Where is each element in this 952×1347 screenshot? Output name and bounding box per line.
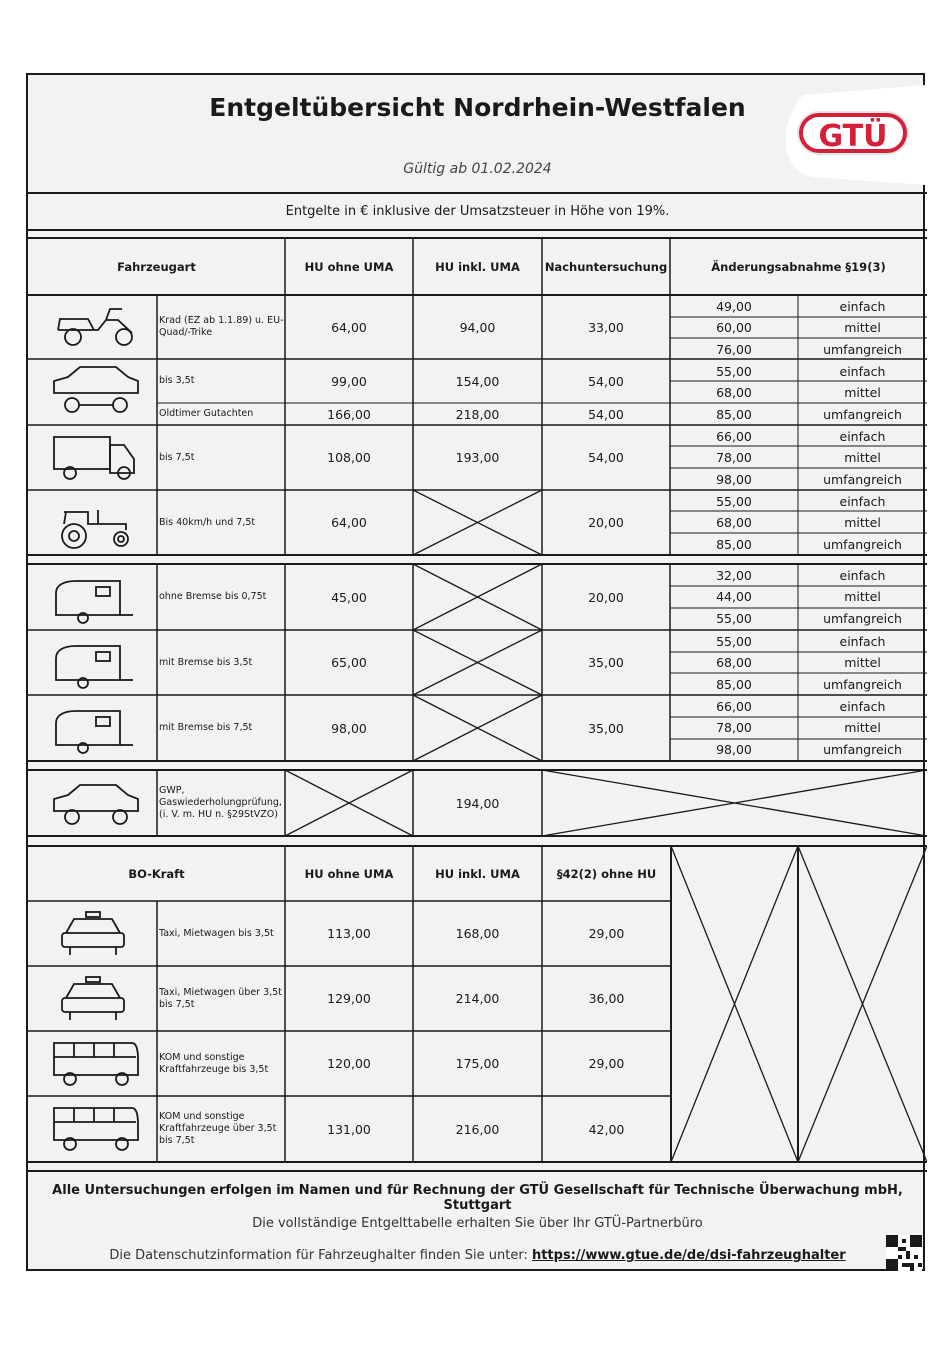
modification-level: einfach bbox=[839, 698, 886, 714]
taxi-icon bbox=[62, 912, 124, 955]
modification-level: umfangreich bbox=[823, 610, 902, 626]
gwp-hu-with-value: 194,00 bbox=[455, 795, 500, 811]
re-inspection-value: 54,00 bbox=[588, 450, 624, 465]
valid-from: Gültig ab 01.02.2024 bbox=[403, 161, 552, 177]
bo-hu-without-value: 120,00 bbox=[327, 1056, 371, 1071]
qr-code[interactable] bbox=[886, 1235, 922, 1271]
modification-fee: 68,00 bbox=[716, 385, 752, 401]
hu-with-value: 94,00 bbox=[459, 319, 496, 335]
modification-fee: 60,00 bbox=[716, 320, 752, 336]
hu-with-value: 218,00 bbox=[455, 406, 500, 422]
hu-without-value: 45,00 bbox=[331, 589, 367, 605]
trailer-icon bbox=[56, 646, 133, 688]
hu-without-value: 99,00 bbox=[331, 373, 367, 389]
bo-s42-value: 29,00 bbox=[588, 926, 625, 941]
logo-text: GTÜ bbox=[818, 119, 888, 154]
modification-fee: 85,00 bbox=[716, 536, 752, 552]
bo-s42-value: 42,00 bbox=[588, 1121, 625, 1137]
trailer-icon bbox=[56, 711, 133, 753]
footer-privacy bbox=[28, 1248, 927, 1263]
modification-fee: 85,00 bbox=[716, 676, 752, 692]
bus-icon bbox=[54, 1043, 138, 1085]
modification-level: mittel bbox=[844, 589, 881, 605]
modification-level: einfach bbox=[839, 493, 886, 509]
truck-icon bbox=[54, 437, 134, 479]
modification-level: mittel bbox=[844, 450, 881, 466]
modification-fee: 32,00 bbox=[716, 567, 752, 583]
trailer-icon bbox=[56, 581, 133, 623]
bo-header-s42: §42(2) ohne HU bbox=[556, 866, 657, 881]
car-icon bbox=[54, 785, 138, 824]
hu-without-value: 65,00 bbox=[331, 655, 367, 670]
modification-fee: 49,00 bbox=[716, 298, 752, 314]
footer-legal: Alle Untersuchungen erfolgen im Namen und für Rechnung der GTÜ Gesellschaft für Technische Überwachung mbH, Stuttgart bbox=[52, 1183, 903, 1213]
modification-level: umfangreich bbox=[823, 536, 902, 552]
hu-without-value: 98,00 bbox=[331, 720, 367, 736]
page-title: Entgeltübersicht Nordrhein-Westfalen bbox=[209, 93, 746, 122]
taxi-icon bbox=[62, 977, 124, 1020]
modification-fee: 55,00 bbox=[716, 610, 752, 626]
fee-sheet bbox=[26, 73, 925, 1271]
modification-level: mittel bbox=[844, 655, 881, 671]
hu-without-value: 166,00 bbox=[327, 406, 371, 422]
modification-fee: 66,00 bbox=[716, 698, 752, 714]
vat-note: Entgelte in € inklusive der Umsatzsteuer in Höhe von 19%. bbox=[285, 204, 670, 219]
modification-level: mittel bbox=[844, 720, 881, 736]
row-desc: ohne Bremse bis 0,75t bbox=[159, 591, 267, 602]
bo-hu-with-value: 214,00 bbox=[455, 991, 500, 1006]
col-header-re-inspection: Nachuntersuchung bbox=[544, 260, 668, 274]
modification-level: einfach bbox=[839, 363, 886, 379]
hu-with-value: 154,00 bbox=[455, 373, 500, 389]
row-desc: Oldtimer Gutachten bbox=[159, 408, 254, 419]
hu-without-value: 108,00 bbox=[327, 450, 371, 465]
bo-row-desc: Taxi, Mietwagen bis 3,5t bbox=[159, 927, 274, 939]
bo-s42-value: 36,00 bbox=[588, 991, 625, 1006]
modification-fee: 76,00 bbox=[716, 341, 752, 357]
modification-fee: 98,00 bbox=[716, 471, 752, 487]
modification-level: mittel bbox=[844, 515, 881, 531]
hu-without-value: 64,00 bbox=[331, 319, 367, 335]
re-inspection-value: 54,00 bbox=[588, 406, 624, 422]
modification-fee: 68,00 bbox=[716, 515, 752, 531]
footer-privacy-text: Die Datenschutzinformation für Fahrzeughalter finden Sie unter: bbox=[109, 1248, 532, 1263]
col-header-hu-without: HU ohne UMA bbox=[304, 260, 394, 274]
hu-without-value: 64,00 bbox=[331, 515, 367, 530]
bo-header-vehicle-type: BO-Kraft bbox=[128, 866, 185, 881]
car-icon bbox=[54, 367, 138, 412]
bo-row-desc: Taxi, Mietwagen über 3,5t bis 7,5t bbox=[159, 986, 282, 1010]
row-desc: bis 7,5t bbox=[159, 451, 195, 463]
modification-level: einfach bbox=[839, 428, 886, 444]
modification-fee: 68,00 bbox=[716, 655, 752, 671]
modification-level: umfangreich bbox=[823, 741, 902, 757]
modification-level: einfach bbox=[839, 567, 886, 583]
row-desc: Bis 40km/h und 7,5t bbox=[159, 516, 256, 528]
modification-level: umfangreich bbox=[823, 341, 902, 357]
col-header-vehicle-type: Fahrzeugart bbox=[117, 260, 196, 274]
col-header-hu-with: HU inkl. UMA bbox=[435, 260, 520, 274]
row-desc: Krad (EZ ab 1.1.89) u. EU-Quad/-Trike bbox=[159, 315, 284, 338]
re-inspection-value: 33,00 bbox=[588, 319, 624, 335]
modification-level: umfangreich bbox=[823, 471, 902, 487]
modification-level: einfach bbox=[839, 633, 886, 649]
bo-header-hu-with: HU inkl. UMA bbox=[435, 866, 520, 881]
row-desc: mit Bremse bis 3,5t bbox=[159, 656, 253, 668]
hu-with-value: 193,00 bbox=[455, 450, 500, 465]
modification-level: umfangreich bbox=[823, 406, 902, 422]
col-header-modification: Änderungsabnahme §19(3) bbox=[711, 260, 886, 274]
row-desc: mit Bremse bis 7,5t bbox=[159, 722, 253, 733]
modification-level: einfach bbox=[839, 298, 886, 314]
modification-fee: 78,00 bbox=[716, 720, 752, 736]
motorcycle-icon bbox=[58, 309, 132, 345]
modification-fee: 55,00 bbox=[716, 633, 752, 649]
bo-hu-without-value: 113,00 bbox=[327, 926, 371, 941]
vehicle-icons bbox=[54, 309, 138, 1150]
re-inspection-value: 20,00 bbox=[588, 515, 624, 530]
bo-hu-with-value: 175,00 bbox=[455, 1056, 500, 1071]
modification-fee: 66,00 bbox=[716, 428, 752, 444]
modification-level: mittel bbox=[844, 385, 881, 401]
privacy-link[interactable]: https://www.gtue.de/de/dsi-fahrzeughalter bbox=[531, 1248, 846, 1263]
re-inspection-value: 35,00 bbox=[588, 720, 624, 736]
re-inspection-value: 35,00 bbox=[588, 655, 624, 670]
modification-fee: 44,00 bbox=[716, 589, 752, 605]
gwp-desc: GWP, Gaswiederholungprüfung, (i. V. m. HU n. §29StVZO) bbox=[159, 785, 282, 820]
bo-hu-without-value: 129,00 bbox=[327, 991, 371, 1006]
row-desc: bis 3,5t bbox=[159, 375, 195, 386]
bus-icon bbox=[54, 1108, 138, 1150]
modification-fee: 55,00 bbox=[716, 363, 752, 379]
modification-level: umfangreich bbox=[823, 676, 902, 692]
re-inspection-value: 54,00 bbox=[588, 373, 624, 389]
modification-fee: 98,00 bbox=[716, 741, 752, 757]
modification-level: mittel bbox=[844, 320, 881, 336]
bo-hu-with-value: 216,00 bbox=[455, 1121, 500, 1137]
bo-s42-value: 29,00 bbox=[588, 1056, 625, 1071]
re-inspection-value: 20,00 bbox=[588, 589, 624, 605]
bo-hu-without-value: 131,00 bbox=[327, 1121, 371, 1137]
modification-fee: 78,00 bbox=[716, 450, 752, 466]
bo-row-desc: KOM und sonstige Kraftfahrzeuge über 3,5t bis 7,5t bbox=[159, 1111, 277, 1146]
bo-hu-with-value: 168,00 bbox=[455, 926, 500, 941]
modification-fee: 85,00 bbox=[716, 406, 752, 422]
tractor-icon bbox=[62, 510, 128, 548]
footer-partner: Die vollständige Entgelttabelle erhalten Sie über Ihr GTÜ-Partnerbüro bbox=[252, 1216, 703, 1231]
bo-row-desc: KOM und sonstige Kraftfahrzeuge bis 3,5t bbox=[159, 1051, 269, 1075]
modification-fee: 55,00 bbox=[716, 493, 752, 509]
bo-header-hu-without: HU ohne UMA bbox=[304, 866, 394, 881]
